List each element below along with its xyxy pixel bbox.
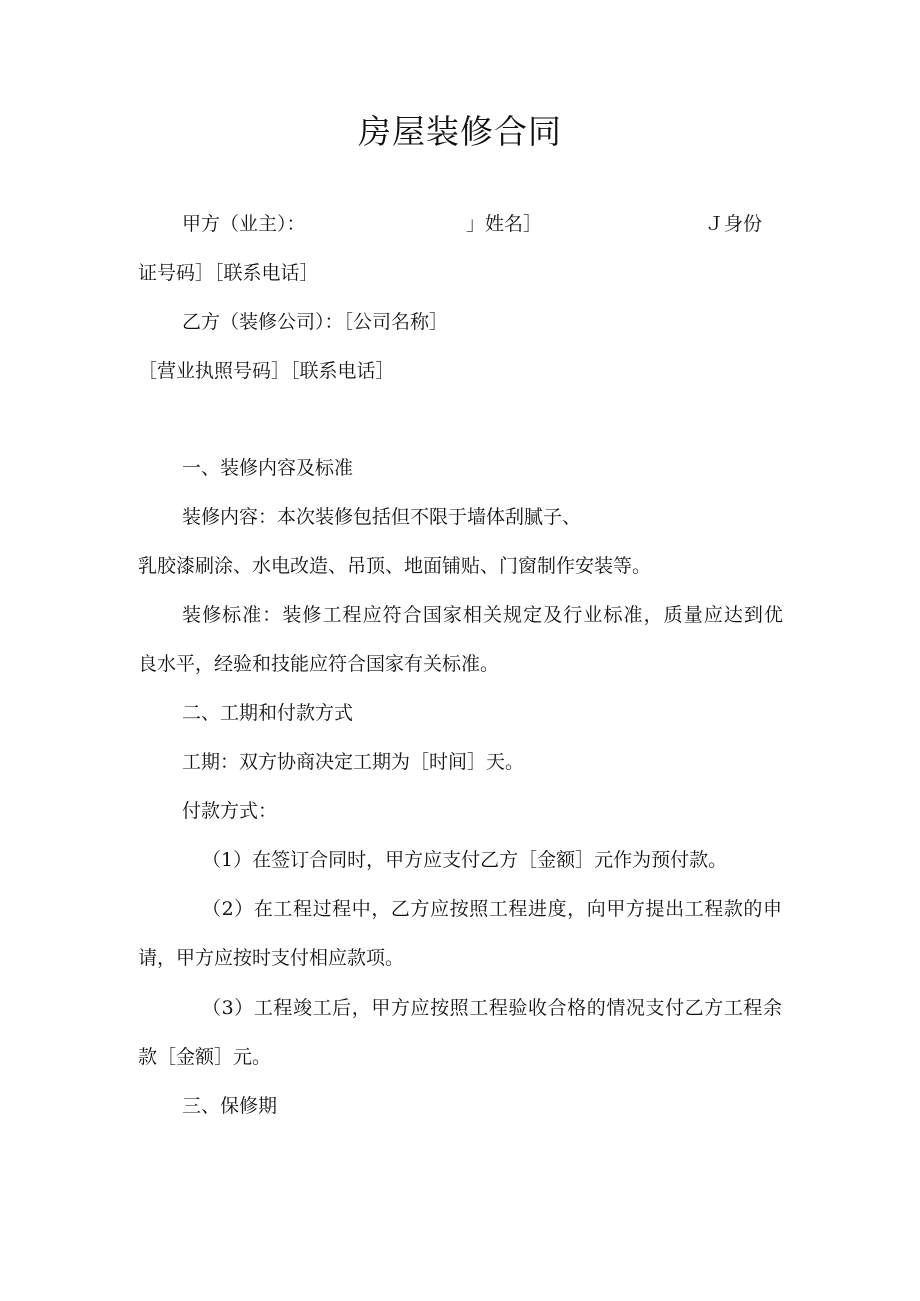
section1-standard-line1: 装修标准：装修工程应符合国家相关规定及行业标准，质量应达到优 (182, 604, 783, 626)
payment-item-2-line1: （2）在工程过程中，乙方应按照工程进度，向甲方提出工程款的申 (202, 898, 782, 920)
party-b-label: 乙方（装修公司）：［公司名称］ (182, 311, 449, 333)
party-a-label: 甲方（业主）： (182, 213, 306, 235)
party-b-fields: ［营业执照号码］［联系电话］ (138, 360, 395, 382)
payment-item-1: （1）在签订合同时，甲方应支付乙方［金额］元作为预付款。 (202, 849, 728, 871)
party-a-id-field-end: 证号码］［联系电话］ (138, 262, 319, 284)
section1-heading: 一、装修内容及标准 (182, 457, 354, 479)
section2-heading: 二、工期和付款方式 (182, 702, 354, 724)
payment-item-3-line1: （3）工程竣工后，甲方应按照工程验收合格的情况支付乙方工程余 (202, 997, 782, 1019)
party-a-id-field-start: Ｊ身份 (705, 213, 763, 235)
section1-standard-line2: 良水平，经验和技能应符合国家有关标准。 (138, 653, 500, 675)
section1-content-line1: 装修内容：本次装修包括但不限于墙体刮腻子、 (182, 506, 582, 528)
payment-item-3-line2: 款［金额］元。 (138, 1046, 272, 1068)
document-title: 房屋装修合同 (358, 112, 562, 151)
section2-period: 工期：双方协商决定工期为［时间］天。 (182, 751, 525, 773)
section3-heading: 三、保修期 (182, 1095, 278, 1117)
section1-content-line2: 乳胶漆刷涂、水电改造、吊顶、地面铺贴、门窗制作安装等。 (138, 555, 652, 577)
party-a-name-field: 」姓名］ (466, 213, 543, 235)
payment-item-2-line2: 请，甲方应按时支付相应款项。 (138, 947, 405, 969)
section2-payment-label: 付款方式： (182, 800, 278, 822)
